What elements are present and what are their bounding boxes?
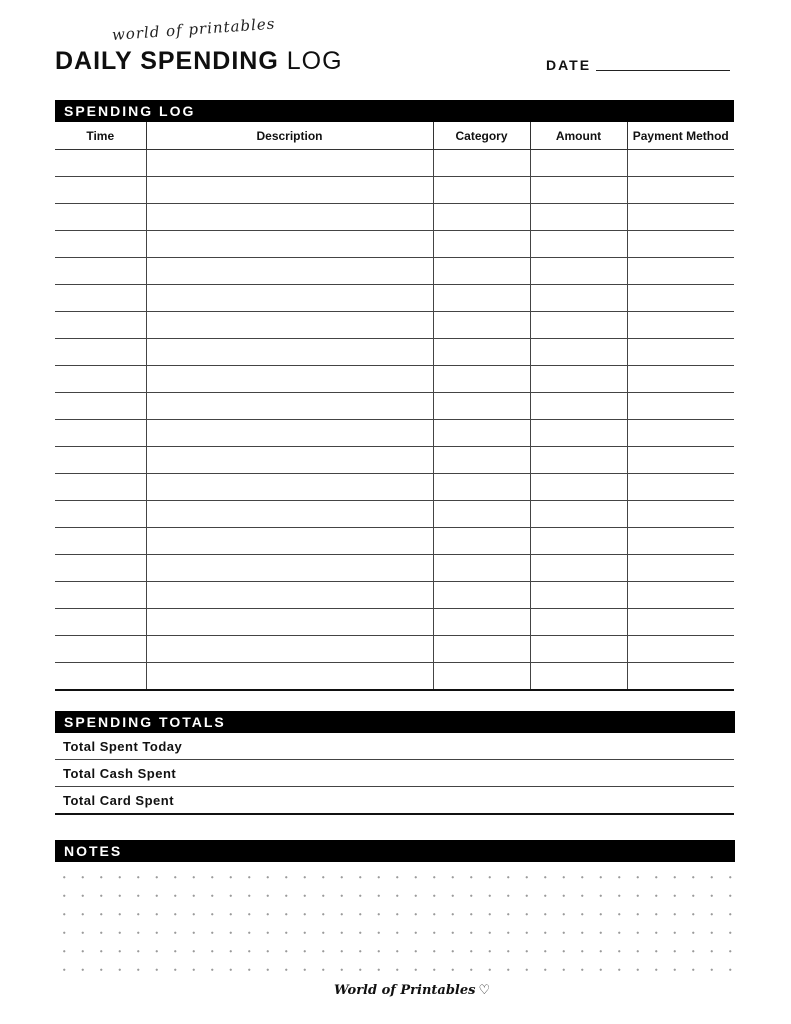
cell-time[interactable] [55, 609, 146, 636]
table-row [55, 231, 734, 258]
column-header-amount: Amount [530, 122, 627, 150]
cell-description[interactable] [146, 528, 433, 555]
table-row [55, 555, 734, 582]
cell-description[interactable] [146, 177, 433, 204]
cell-time[interactable] [55, 312, 146, 339]
cell-payment-method[interactable] [627, 204, 734, 231]
cell-time[interactable] [55, 177, 146, 204]
heart-icon: ♡ [478, 983, 491, 998]
notes-header: NOTES [55, 840, 735, 862]
cell-time[interactable] [55, 636, 146, 663]
table-row [55, 609, 734, 636]
cell-payment-method[interactable] [627, 501, 734, 528]
cell-payment-method[interactable] [627, 312, 734, 339]
cell-time[interactable] [55, 204, 146, 231]
cell-amount[interactable] [530, 231, 627, 258]
cell-time[interactable] [55, 555, 146, 582]
cell-amount[interactable] [530, 285, 627, 312]
cell-amount[interactable] [530, 474, 627, 501]
cell-category[interactable] [433, 339, 530, 366]
cell-category[interactable] [433, 204, 530, 231]
table-row [55, 204, 734, 231]
cell-description[interactable] [146, 204, 433, 231]
date-field-line[interactable] [596, 70, 730, 71]
cell-category[interactable] [433, 258, 530, 285]
cell-amount[interactable] [530, 339, 627, 366]
cell-description[interactable] [146, 474, 433, 501]
table-row [55, 582, 734, 609]
table-row [55, 312, 734, 339]
cell-description[interactable] [146, 420, 433, 447]
table-row [55, 366, 734, 393]
cell-time[interactable] [55, 663, 146, 691]
cell-payment-method[interactable] [627, 582, 734, 609]
cell-payment-method[interactable] [627, 285, 734, 312]
cell-time[interactable] [55, 528, 146, 555]
cell-payment-method[interactable] [627, 231, 734, 258]
cell-category[interactable] [433, 609, 530, 636]
cell-payment-method[interactable] [627, 636, 734, 663]
page-title [55, 47, 343, 76]
spending-totals-header: SPENDING TOTALS [55, 711, 735, 733]
table-row [55, 339, 734, 366]
cell-amount[interactable] [530, 447, 627, 474]
cell-time[interactable] [55, 447, 146, 474]
cell-payment-method[interactable] [627, 339, 734, 366]
cell-payment-method[interactable] [627, 609, 734, 636]
cell-category[interactable] [433, 231, 530, 258]
cell-category[interactable] [433, 312, 530, 339]
column-header-time: Time [55, 122, 146, 150]
cell-description[interactable] [146, 636, 433, 663]
table-row [55, 393, 734, 420]
table-row [55, 150, 734, 177]
cell-amount[interactable] [530, 150, 627, 177]
cell-category[interactable] [433, 582, 530, 609]
total-cash-spent-row[interactable]: Total Cash Spent [55, 760, 734, 787]
cell-category[interactable] [433, 555, 530, 582]
cell-amount[interactable] [530, 258, 627, 285]
cell-time[interactable] [55, 285, 146, 312]
cell-category[interactable] [433, 663, 530, 691]
cell-category[interactable] [433, 393, 530, 420]
table-row [55, 420, 734, 447]
cell-amount[interactable] [530, 663, 627, 691]
cell-payment-method[interactable] [627, 393, 734, 420]
cell-amount[interactable] [530, 555, 627, 582]
cell-description[interactable] [146, 312, 433, 339]
cell-category[interactable] [433, 474, 530, 501]
cell-payment-method[interactable] [627, 474, 734, 501]
table-row [55, 636, 734, 663]
table-row [55, 501, 734, 528]
cell-description[interactable] [146, 663, 433, 691]
cell-category[interactable] [433, 528, 530, 555]
cell-description[interactable] [146, 366, 433, 393]
cell-payment-method[interactable] [627, 555, 734, 582]
cell-payment-method[interactable] [627, 663, 734, 691]
table-row [55, 663, 734, 691]
cell-amount[interactable] [530, 582, 627, 609]
cell-amount[interactable] [530, 177, 627, 204]
column-header-payment-method: Payment Method [627, 122, 734, 150]
cell-description[interactable] [146, 231, 433, 258]
spending-log-header: SPENDING LOG [55, 100, 734, 122]
page-title-light: LOG [286, 47, 343, 75]
cell-description[interactable] [146, 501, 433, 528]
cell-amount[interactable] [530, 501, 627, 528]
date-label: DATE [546, 57, 592, 73]
cell-category[interactable] [433, 177, 530, 204]
notes-dot-grid[interactable] [55, 868, 734, 972]
total-card-spent-row[interactable]: Total Card Spent [55, 787, 734, 815]
cell-payment-method[interactable] [627, 150, 734, 177]
cell-time[interactable] [55, 366, 146, 393]
cell-time[interactable] [55, 258, 146, 285]
total-spent-today-row[interactable]: Total Spent Today [55, 733, 734, 760]
cell-time[interactable] [55, 474, 146, 501]
cell-description[interactable] [146, 582, 433, 609]
cell-time[interactable] [55, 150, 146, 177]
cell-amount[interactable] [530, 312, 627, 339]
cell-time[interactable] [55, 393, 146, 420]
table-row [55, 258, 734, 285]
table-row [55, 528, 734, 555]
cell-payment-method[interactable] [627, 528, 734, 555]
cell-amount[interactable] [530, 420, 627, 447]
column-header-category: Category [433, 122, 530, 150]
table-row [55, 177, 734, 204]
cell-amount[interactable] [530, 393, 627, 420]
footer-brand-text: World of Printables [334, 983, 476, 998]
cell-category[interactable] [433, 285, 530, 312]
cell-category[interactable] [433, 501, 530, 528]
cell-category[interactable] [433, 420, 530, 447]
cell-description[interactable] [146, 339, 433, 366]
cell-payment-method[interactable] [627, 366, 734, 393]
cell-payment-method[interactable] [627, 177, 734, 204]
spending-totals-list [55, 733, 734, 815]
cell-description[interactable] [146, 609, 433, 636]
table-row [55, 447, 734, 474]
cell-time[interactable] [55, 582, 146, 609]
cell-description[interactable] [146, 393, 433, 420]
cell-amount[interactable] [530, 204, 627, 231]
cell-amount[interactable] [530, 528, 627, 555]
table-header-row [55, 122, 734, 150]
cell-amount[interactable] [530, 636, 627, 663]
cell-amount[interactable] [530, 366, 627, 393]
page-title-bold: DAILY SPENDING [55, 47, 279, 75]
cell-time[interactable] [55, 501, 146, 528]
cell-category[interactable] [433, 636, 530, 663]
spending-log-table [55, 122, 734, 691]
cell-category[interactable] [433, 447, 530, 474]
cell-description[interactable] [146, 150, 433, 177]
column-header-description: Description [146, 122, 433, 150]
cell-time[interactable] [55, 231, 146, 258]
cell-category[interactable] [433, 150, 530, 177]
cell-amount[interactable] [530, 609, 627, 636]
footer-brand [334, 983, 490, 998]
table-row [55, 285, 734, 312]
brand-script-logo: world of printables [111, 14, 276, 44]
cell-payment-method[interactable] [627, 447, 734, 474]
cell-description[interactable] [146, 285, 433, 312]
cell-time[interactable] [55, 420, 146, 447]
table-row [55, 474, 734, 501]
cell-payment-method[interactable] [627, 420, 734, 447]
cell-description[interactable] [146, 447, 433, 474]
cell-description[interactable] [146, 555, 433, 582]
cell-time[interactable] [55, 339, 146, 366]
cell-category[interactable] [433, 366, 530, 393]
cell-payment-method[interactable] [627, 258, 734, 285]
cell-description[interactable] [146, 258, 433, 285]
